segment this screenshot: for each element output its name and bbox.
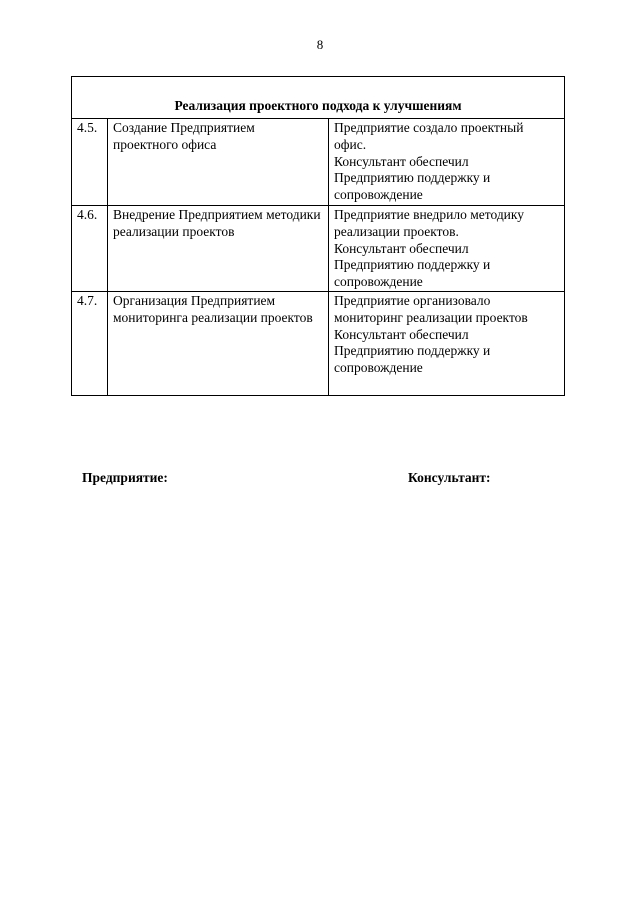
row-action-cell: Создание Предприятием проектного офиса: [108, 119, 329, 206]
enterprise-signature-label: Предприятие:: [82, 470, 168, 485]
row-result-cell: [329, 206, 565, 292]
result-line: Консультант обеспечил: [334, 326, 469, 342]
result-line: мониторинг реализации проектов: [334, 309, 528, 325]
row-result-cell: [329, 292, 565, 396]
table-row: [72, 206, 565, 292]
table-section-header-row: [72, 77, 565, 119]
consultant-signature-label: Консультант:: [408, 470, 491, 485]
result-line: Предприятие внедрило методику: [334, 207, 525, 222]
result-line: сопровождение: [334, 360, 423, 376]
row-action-cell: Организация Предприятием мониторинга реализации проектов: [108, 292, 329, 396]
result-line: Консультант обеспечил: [334, 153, 469, 169]
result-line: Консультант обеспечил: [334, 240, 469, 256]
result-line: сопровождение: [334, 274, 423, 290]
row-action-cell: Внедрение Предприятием методики реализации проектов: [108, 206, 329, 292]
result-line: Предприятию поддержку и: [334, 343, 491, 359]
improvements-table: [71, 76, 565, 396]
result-line: Предприятию поддержку и: [334, 170, 491, 186]
result-line: реализации проектов.: [334, 223, 459, 239]
result-line: Предприятие организовало: [334, 293, 491, 308]
row-number-cell: 4.5.: [72, 119, 108, 206]
table-row: [72, 292, 565, 396]
table-row: [72, 119, 565, 206]
row-result-cell: [329, 119, 565, 206]
table-section-title: Реализация проектного подхода к улучшениям: [72, 77, 565, 119]
row-number-cell: 4.7.: [72, 292, 108, 396]
page-number: 8: [316, 37, 324, 52]
row-number-cell: 4.6.: [72, 206, 108, 292]
result-line: Предприятие создало проектный: [334, 120, 524, 135]
result-line: Предприятию поддержку и: [334, 257, 491, 273]
result-line: офис.: [334, 136, 367, 152]
result-line: сопровождение: [334, 187, 423, 203]
